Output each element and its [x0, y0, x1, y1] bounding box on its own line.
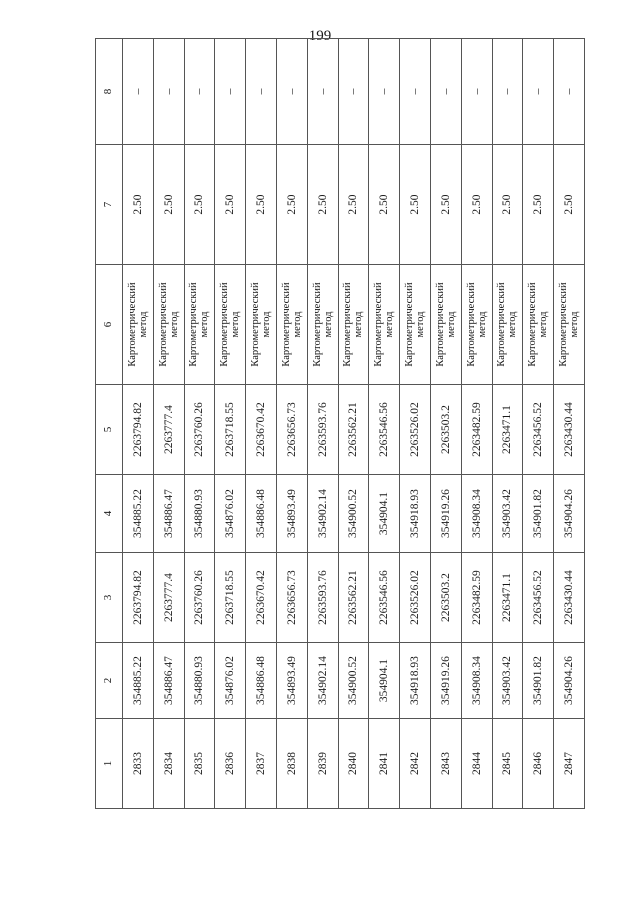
description-cell: – — [246, 39, 277, 145]
accuracy-cell: 2.50 — [369, 145, 400, 265]
method-label-line-1: Картометрический — [527, 282, 539, 367]
table-row — [338, 39, 369, 809]
coordinate-y-cell: 2263430.44 — [554, 553, 585, 643]
coordinate-x-cell: 354886.47 — [153, 643, 184, 719]
description-cell: – — [338, 39, 369, 145]
coordinate-y-cell: 2263670.42 — [246, 553, 277, 643]
coordinate-y-cell: 2263656.73 — [276, 553, 307, 643]
method-label-line-2: метод — [137, 311, 149, 338]
method-label-line-1: Картометрический — [404, 282, 416, 367]
table-row — [461, 39, 492, 809]
method-label-line-2: метод — [230, 311, 242, 338]
method-label-line-1: Картометрический — [250, 282, 262, 367]
accuracy-cell: 2.50 — [246, 145, 277, 265]
method-cell — [184, 265, 215, 385]
coordinate-y-cell: 2263593.76 — [307, 553, 338, 643]
description-cell: – — [430, 39, 461, 145]
point-number-cell: 2847 — [554, 719, 585, 809]
coordinate-y-cell: 2263794.82 — [123, 553, 154, 643]
coordinate-x-cell: 354893.49 — [276, 643, 307, 719]
table-body — [123, 39, 585, 809]
coordinate-x-cell: 354908.34 — [461, 643, 492, 719]
accuracy-cell: 2.50 — [492, 145, 523, 265]
coordinate-y-cell: 2263471.1 — [492, 385, 523, 475]
coordinate-y-cell: 2263456.52 — [523, 553, 554, 643]
point-number-cell: 2837 — [246, 719, 277, 809]
coordinate-x-cell: 354904.1 — [369, 643, 400, 719]
method-cell — [554, 265, 585, 385]
accuracy-cell: 2.50 — [461, 145, 492, 265]
table-row — [400, 39, 431, 809]
method-label-line-1: Картометрический — [157, 282, 169, 367]
point-number-cell: 2841 — [369, 719, 400, 809]
method-label-line-1: Картометрический — [280, 282, 292, 367]
table-row — [430, 39, 461, 809]
table-row — [123, 39, 154, 809]
point-number-cell: 2838 — [276, 719, 307, 809]
method-label-line-1: Картометрический — [126, 282, 138, 367]
method-label-line-2: метод — [168, 311, 180, 338]
method-cell — [123, 265, 154, 385]
description-cell: – — [492, 39, 523, 145]
coordinate-x-cell: 354876.02 — [215, 643, 246, 719]
coordinate-x-cell: 354919.26 — [430, 643, 461, 719]
coordinate-x-cell: 354880.93 — [184, 643, 215, 719]
coordinate-x-cell: 354918.93 — [400, 643, 431, 719]
method-cell — [523, 265, 554, 385]
coordinate-x-cell: 354903.42 — [492, 643, 523, 719]
coordinate-x-cell: 354904.26 — [554, 643, 585, 719]
description-cell: – — [461, 39, 492, 145]
method-cell — [307, 265, 338, 385]
method-cell — [430, 265, 461, 385]
table-row — [276, 39, 307, 809]
table-row — [153, 39, 184, 809]
coordinate-x-cell: 354886.48 — [246, 475, 277, 553]
coordinate-x-cell: 354908.34 — [461, 475, 492, 553]
description-cell: – — [554, 39, 585, 145]
description-cell: – — [215, 39, 246, 145]
coordinate-y-cell: 2263777.4 — [153, 553, 184, 643]
column-header-6: 6 — [96, 265, 123, 385]
coordinate-y-cell: 2263718.55 — [215, 385, 246, 475]
coordinate-y-cell: 2263546.56 — [369, 553, 400, 643]
method-label-line-1: Картометрический — [434, 282, 446, 367]
point-number-cell: 2845 — [492, 719, 523, 809]
coordinate-y-cell: 2263546.56 — [369, 385, 400, 475]
page-number: 199 — [308, 28, 332, 44]
column-header-5: 5 — [96, 385, 123, 475]
method-label-line-1: Картометрический — [496, 282, 508, 367]
coordinate-y-cell: 2263718.55 — [215, 553, 246, 643]
method-label-line-2: метод — [199, 311, 211, 338]
column-header-1: 1 — [96, 719, 123, 809]
accuracy-cell: 2.50 — [523, 145, 554, 265]
method-cell — [153, 265, 184, 385]
method-cell — [338, 265, 369, 385]
method-label-line-2: метод — [507, 311, 519, 338]
coordinate-x-cell: 354876.02 — [215, 475, 246, 553]
table-row — [369, 39, 400, 809]
coordinate-x-cell: 354885.22 — [123, 475, 154, 553]
coordinate-y-cell: 2263430.44 — [554, 385, 585, 475]
table-row — [492, 39, 523, 809]
method-label-line-2: метод — [261, 311, 273, 338]
method-cell — [246, 265, 277, 385]
method-label-line-2: метод — [322, 311, 334, 338]
coordinate-y-cell: 2263760.26 — [184, 385, 215, 475]
method-cell — [276, 265, 307, 385]
coordinate-y-cell: 2263482.59 — [461, 553, 492, 643]
description-cell: – — [369, 39, 400, 145]
table-row — [307, 39, 338, 809]
coordinate-y-cell: 2263562.21 — [338, 385, 369, 475]
point-number-cell: 2835 — [184, 719, 215, 809]
description-cell: – — [400, 39, 431, 145]
coordinate-y-cell: 2263456.52 — [523, 385, 554, 475]
method-label-line-2: метод — [476, 311, 488, 338]
table-row — [184, 39, 215, 809]
description-cell: – — [523, 39, 554, 145]
accuracy-cell: 2.50 — [153, 145, 184, 265]
column-header-4: 4 — [96, 475, 123, 553]
point-number-cell: 2846 — [523, 719, 554, 809]
table-header-row — [96, 39, 123, 809]
accuracy-cell: 2.50 — [276, 145, 307, 265]
coordinate-y-cell: 2263777.4 — [153, 385, 184, 475]
method-cell — [369, 265, 400, 385]
coordinate-x-cell: 354886.47 — [153, 475, 184, 553]
coordinate-x-cell: 354900.52 — [338, 643, 369, 719]
coordinate-x-cell: 354893.49 — [276, 475, 307, 553]
accuracy-cell: 2.50 — [338, 145, 369, 265]
rotated-table-container — [95, 39, 585, 809]
coordinate-x-cell: 354902.14 — [307, 643, 338, 719]
point-number-cell: 2839 — [307, 719, 338, 809]
method-label-line-2: метод — [353, 311, 365, 338]
coordinate-y-cell: 2263760.26 — [184, 553, 215, 643]
method-label-line-1: Картометрический — [558, 282, 570, 367]
accuracy-cell: 2.50 — [123, 145, 154, 265]
method-label-line-1: Картометрический — [342, 282, 354, 367]
table-row — [523, 39, 554, 809]
coordinate-x-cell: 354886.48 — [246, 643, 277, 719]
coordinate-x-cell: 354885.22 — [123, 643, 154, 719]
coordinate-y-cell: 2263503.2 — [430, 385, 461, 475]
accuracy-cell: 2.50 — [430, 145, 461, 265]
description-cell: – — [184, 39, 215, 145]
column-header-8: 8 — [96, 39, 123, 145]
column-header-2: 2 — [96, 643, 123, 719]
method-label-line-1: Картометрический — [219, 282, 231, 367]
method-cell — [492, 265, 523, 385]
description-cell: – — [307, 39, 338, 145]
accuracy-cell: 2.50 — [400, 145, 431, 265]
method-label-line-1: Картометрический — [188, 282, 200, 367]
method-label-line-1: Картометрический — [465, 282, 477, 367]
method-label-line-2: метод — [384, 311, 396, 338]
coordinate-y-cell: 2263670.42 — [246, 385, 277, 475]
description-cell: – — [123, 39, 154, 145]
coordinate-y-cell: 2263562.21 — [338, 553, 369, 643]
method-label-line-2: метод — [415, 311, 427, 338]
method-label-line-2: метод — [569, 311, 581, 338]
method-cell — [215, 265, 246, 385]
coordinate-y-cell: 2263593.76 — [307, 385, 338, 475]
coordinate-x-cell: 354902.14 — [307, 475, 338, 553]
coordinate-x-cell: 354901.82 — [523, 643, 554, 719]
point-number-cell: 2843 — [430, 719, 461, 809]
table-row — [215, 39, 246, 809]
coordinate-y-cell: 2263503.2 — [430, 553, 461, 643]
point-number-cell: 2840 — [338, 719, 369, 809]
accuracy-cell: 2.50 — [554, 145, 585, 265]
coordinate-x-cell: 354904.1 — [369, 475, 400, 553]
point-number-cell: 2834 — [153, 719, 184, 809]
coordinates-table — [95, 38, 585, 809]
description-cell: – — [276, 39, 307, 145]
coordinate-x-cell: 354903.42 — [492, 475, 523, 553]
coordinate-y-cell: 2263656.73 — [276, 385, 307, 475]
coordinate-y-cell: 2263471.1 — [492, 553, 523, 643]
column-header-3: 3 — [96, 553, 123, 643]
method-label-line-1: Картометрический — [373, 282, 385, 367]
coordinate-x-cell: 354900.52 — [338, 475, 369, 553]
column-header-7: 7 — [96, 145, 123, 265]
method-label-line-2: метод — [538, 311, 550, 338]
point-number-cell: 2836 — [215, 719, 246, 809]
table-row — [246, 39, 277, 809]
coordinate-x-cell: 354918.93 — [400, 475, 431, 553]
coordinate-y-cell: 2263794.82 — [123, 385, 154, 475]
coordinate-x-cell: 354919.26 — [430, 475, 461, 553]
method-cell — [461, 265, 492, 385]
table-row — [554, 39, 585, 809]
point-number-cell: 2842 — [400, 719, 431, 809]
coordinate-x-cell: 354901.82 — [523, 475, 554, 553]
point-number-cell: 2844 — [461, 719, 492, 809]
description-cell: – — [153, 39, 184, 145]
point-number-cell: 2833 — [123, 719, 154, 809]
method-label-line-1: Картометрический — [311, 282, 323, 367]
coordinate-y-cell: 2263526.02 — [400, 385, 431, 475]
coordinate-x-cell: 354880.93 — [184, 475, 215, 553]
coordinate-y-cell: 2263482.59 — [461, 385, 492, 475]
accuracy-cell: 2.50 — [184, 145, 215, 265]
method-cell — [400, 265, 431, 385]
accuracy-cell: 2.50 — [215, 145, 246, 265]
accuracy-cell: 2.50 — [307, 145, 338, 265]
method-label-line-2: метод — [291, 311, 303, 338]
coordinate-y-cell: 2263526.02 — [400, 553, 431, 643]
coordinate-x-cell: 354904.26 — [554, 475, 585, 553]
method-label-line-2: метод — [445, 311, 457, 338]
